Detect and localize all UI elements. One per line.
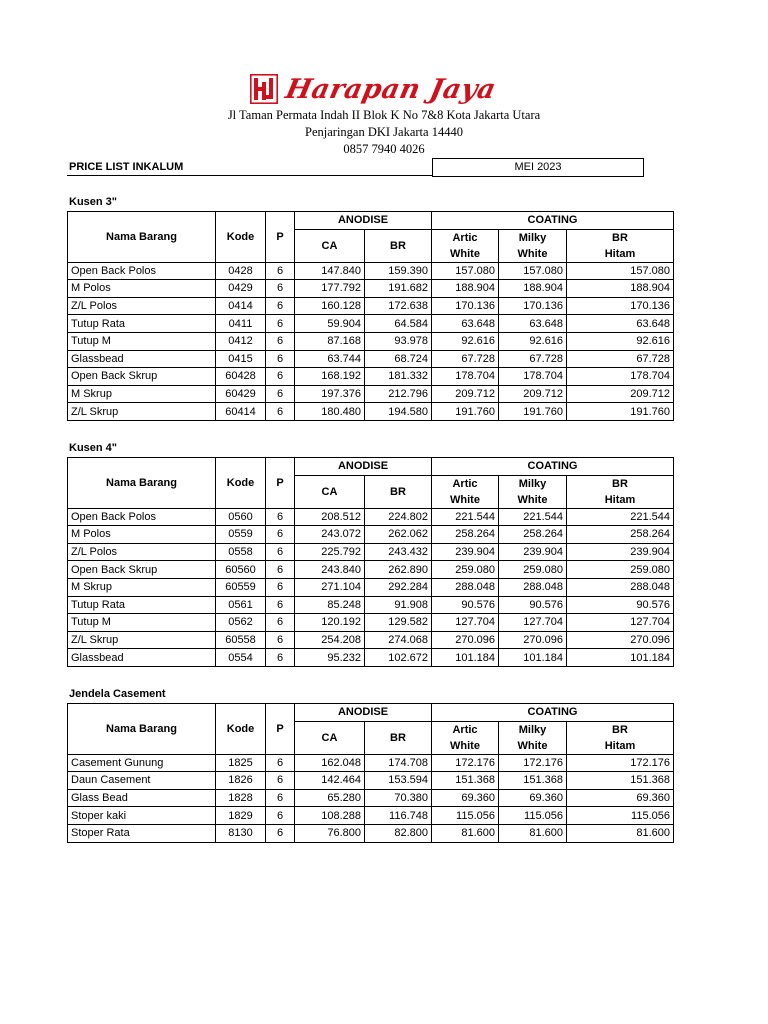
section-label-jendela-casement: Jendela Casement: [69, 688, 166, 700]
header-artic-white-text: Artic: [452, 477, 478, 490]
header-coating-text: COATING: [527, 214, 578, 227]
table-cell: 172.638: [365, 297, 432, 315]
table-cell: 157.080: [499, 262, 567, 280]
table-cell: 174.708: [365, 754, 432, 772]
table-cell: 274.068: [365, 631, 432, 649]
section-label-kusen-3: Kusen 3": [69, 196, 118, 208]
table-cell: 90.576: [432, 596, 499, 614]
header-anodise-text: ANODISE: [337, 214, 389, 227]
table-cell: 172.176: [499, 754, 567, 772]
table-cell: 67.728: [432, 350, 499, 368]
header-ca-text: CA: [321, 239, 338, 252]
table-cell: 157.080: [432, 262, 499, 280]
table-cell: 153.594: [365, 772, 432, 790]
table-cell: 208.512: [295, 508, 365, 526]
table-cell: 259.080: [499, 561, 567, 579]
table-cell: 60558: [216, 631, 266, 649]
table-row: [68, 824, 674, 842]
table-cell: 170.136: [432, 297, 499, 315]
header-coating-text: COATING: [527, 460, 578, 473]
table-cell: 81.600: [432, 824, 499, 842]
header-artic-white-text: White: [450, 493, 480, 506]
header-br-hitam-text: Hitam: [604, 493, 636, 506]
table-cell: 212.796: [365, 385, 432, 403]
table-cell: 221.544: [432, 508, 499, 526]
table-cell: 87.168: [295, 332, 365, 350]
table-cell: 60559: [216, 578, 266, 596]
table-cell: Open Back Skrup: [68, 368, 216, 386]
header-ca: [295, 475, 365, 508]
table-cell: 0558: [216, 543, 266, 561]
table-cell: 177.792: [295, 280, 365, 298]
table-cell: 258.264: [567, 526, 674, 544]
header-kode: [216, 704, 266, 755]
table-cell: 292.284: [365, 578, 432, 596]
table-cell: 188.904: [432, 280, 499, 298]
table-cell: 115.056: [499, 807, 567, 825]
header-artic-white: [432, 475, 499, 508]
header-milky-white: [499, 229, 567, 262]
table-cell: 0414: [216, 297, 266, 315]
table-cell: 59.904: [295, 315, 365, 333]
header-br-text: BR: [390, 485, 406, 498]
table-cell: Glass Bead: [68, 789, 216, 807]
table-cell: 85.248: [295, 596, 365, 614]
table-cell: 108.288: [295, 807, 365, 825]
table-cell: 0560: [216, 508, 266, 526]
table-cell: 178.704: [499, 368, 567, 386]
header-br-text: BR: [390, 239, 406, 252]
table-cell: 243.072: [295, 526, 365, 544]
header-p-text: P: [276, 722, 284, 735]
table-cell: 188.904: [567, 280, 674, 298]
table-row: [68, 789, 674, 807]
table-cell: 6: [266, 631, 295, 649]
table-cell: 271.104: [295, 578, 365, 596]
table-cell: 262.062: [365, 526, 432, 544]
table-cell: 90.576: [499, 596, 567, 614]
table-cell: 209.712: [567, 385, 674, 403]
header-coating: [432, 704, 674, 722]
table-cell: Open Back Polos: [68, 508, 216, 526]
table-cell: 6: [266, 262, 295, 280]
table-cell: 151.368: [567, 772, 674, 790]
table-cell: 127.704: [499, 614, 567, 632]
table-cell: 69.360: [499, 789, 567, 807]
table-cell: M Polos: [68, 280, 216, 298]
header-anodise-text: ANODISE: [337, 706, 389, 719]
table-cell: 239.904: [499, 543, 567, 561]
table-cell: 67.728: [499, 350, 567, 368]
table-cell: 92.616: [567, 332, 674, 350]
table-cell: 82.800: [365, 824, 432, 842]
header-br-hitam-text: BR: [612, 231, 628, 244]
table-cell: 1828: [216, 789, 266, 807]
table-cell: 159.390: [365, 262, 432, 280]
table-cell: 120.192: [295, 614, 365, 632]
table-row: [68, 614, 674, 632]
table-cell: Tutup Rata: [68, 315, 216, 333]
table-cell: 69.360: [567, 789, 674, 807]
table-row: [68, 350, 674, 368]
table-cell: 6: [266, 596, 295, 614]
table-cell: 239.904: [567, 543, 674, 561]
table-row: [68, 332, 674, 350]
table-cell: 60429: [216, 385, 266, 403]
table-cell: 115.056: [567, 807, 674, 825]
table-cell: 1825: [216, 754, 266, 772]
table-cell: 115.056: [432, 807, 499, 825]
table-cell: 197.376: [295, 385, 365, 403]
header-nama-barang-text: Nama Barang: [106, 722, 177, 735]
header-nama-barang: [68, 458, 216, 509]
table-cell: Z/L Skrup: [68, 631, 216, 649]
table-row: [68, 315, 674, 333]
table-row: [68, 543, 674, 561]
table-cell: 6: [266, 403, 295, 421]
header-nama-barang: [68, 212, 216, 263]
table-cell: 147.840: [295, 262, 365, 280]
table-cell: 270.096: [499, 631, 567, 649]
table-cell: 6: [266, 754, 295, 772]
table-row: [68, 262, 674, 280]
table-cell: 191.682: [365, 280, 432, 298]
table-cell: 93.978: [365, 332, 432, 350]
header-br-hitam: [567, 475, 674, 508]
table-cell: 0562: [216, 614, 266, 632]
table-cell: 81.600: [567, 824, 674, 842]
table-cell: 6: [266, 614, 295, 632]
table-cell: 60560: [216, 561, 266, 579]
header-coating: [432, 458, 674, 476]
header-kode: [216, 212, 266, 263]
header-coating: [432, 212, 674, 230]
table-cell: 6: [266, 315, 295, 333]
table-cell: 168.192: [295, 368, 365, 386]
table-cell: 60428: [216, 368, 266, 386]
table-cell: 101.184: [499, 649, 567, 667]
table-cell: 225.792: [295, 543, 365, 561]
header-milky-white-text: Milky: [518, 477, 547, 490]
table-cell: 172.176: [432, 754, 499, 772]
table-cell: 170.136: [567, 297, 674, 315]
header-milky-white: [499, 475, 567, 508]
table-cell: 63.744: [295, 350, 365, 368]
table-cell: 127.704: [567, 614, 674, 632]
table-cell: 258.264: [432, 526, 499, 544]
table-cell: 259.080: [432, 561, 499, 579]
header-kode: [216, 458, 266, 509]
brand-name: Harapan Jaya: [282, 73, 499, 105]
table-cell: Glassbead: [68, 649, 216, 667]
table-cell: 6: [266, 561, 295, 579]
header-ca: [295, 229, 365, 262]
table-cell: 127.704: [432, 614, 499, 632]
header-br-hitam-text: Hitam: [604, 247, 636, 260]
header-kode-text: Kode: [226, 476, 255, 489]
header-nama-barang-text: Nama Barang: [106, 230, 177, 243]
brand-logo: [250, 72, 499, 106]
table-cell: 0554: [216, 649, 266, 667]
table-cell: 243.840: [295, 561, 365, 579]
table-cell: 6: [266, 297, 295, 315]
address-line-2: Penjaringan DKI Jakarta 14440: [305, 125, 463, 139]
header-br-hitam-text: BR: [612, 477, 628, 490]
header-anodise-text: ANODISE: [337, 460, 389, 473]
table-cell: Daun Casement: [68, 772, 216, 790]
table-cell: 6: [266, 807, 295, 825]
table-cell: 63.648: [432, 315, 499, 333]
header-milky-white-text: White: [517, 247, 548, 260]
header-br: [365, 475, 432, 508]
table-cell: Z/L Polos: [68, 297, 216, 315]
table-cell: 63.648: [567, 315, 674, 333]
table-row: [68, 561, 674, 579]
table-cell: 0415: [216, 350, 266, 368]
table-cell: 270.096: [567, 631, 674, 649]
header-br-hitam-text: Hitam: [604, 739, 636, 752]
header-br-text: BR: [390, 731, 406, 744]
phone-number: 0857 7940 4026: [343, 142, 425, 156]
table-cell: 221.544: [567, 508, 674, 526]
header-artic-white: [432, 229, 499, 262]
table-cell: 151.368: [432, 772, 499, 790]
address-line-1: Jl Taman Permata Indah II Blok K No 7&8 Kota Jakarta Utara: [227, 108, 541, 122]
table-row: [68, 526, 674, 544]
header-milky-white-text: White: [517, 739, 548, 752]
table-cell: Stoper Rata: [68, 824, 216, 842]
table-cell: 209.712: [432, 385, 499, 403]
header-artic-white-text: Artic: [452, 231, 478, 244]
header-p-text: P: [276, 230, 284, 243]
table-cell: 6: [266, 526, 295, 544]
header-coating-text: COATING: [527, 706, 578, 719]
table-cell: 188.904: [499, 280, 567, 298]
table-cell: 65.280: [295, 789, 365, 807]
header-milky-white-text: White: [517, 493, 548, 506]
table-cell: 239.904: [432, 543, 499, 561]
table-cell: 160.128: [295, 297, 365, 315]
table-cell: 6: [266, 332, 295, 350]
table-cell: 67.728: [567, 350, 674, 368]
table-cell: 92.616: [499, 332, 567, 350]
header-anodise: [295, 212, 432, 230]
table-cell: 0559: [216, 526, 266, 544]
table-cell: M Skrup: [68, 385, 216, 403]
header-ca-text: CA: [321, 731, 338, 744]
table-cell: 60414: [216, 403, 266, 421]
table-cell: 1826: [216, 772, 266, 790]
table-cell: 172.176: [567, 754, 674, 772]
table-cell: 262.890: [365, 561, 432, 579]
table-cell: 6: [266, 772, 295, 790]
table-cell: 6: [266, 385, 295, 403]
table-cell: 102.672: [365, 649, 432, 667]
table-cell: Tutup M: [68, 332, 216, 350]
table-cell: M Polos: [68, 526, 216, 544]
table-cell: 180.480: [295, 403, 365, 421]
table-row: [68, 596, 674, 614]
table-cell: Tutup Rata: [68, 596, 216, 614]
table-cell: 254.208: [295, 631, 365, 649]
price-list-title: PRICE LIST INKALUM: [69, 161, 184, 173]
header-br: [365, 229, 432, 262]
table-cell: 6: [266, 578, 295, 596]
table-cell: Z/L Skrup: [68, 403, 216, 421]
table-cell: 178.704: [432, 368, 499, 386]
table-cell: 162.048: [295, 754, 365, 772]
header-br-hitam: [567, 721, 674, 754]
table-cell: 181.332: [365, 368, 432, 386]
header-p-text: P: [276, 476, 284, 489]
table-cell: 178.704: [567, 368, 674, 386]
table-cell: 270.096: [432, 631, 499, 649]
header-kode-text: Kode: [226, 722, 255, 735]
table-cell: 129.582: [365, 614, 432, 632]
table-cell: 6: [266, 543, 295, 561]
table-cell: 157.080: [567, 262, 674, 280]
table-cell: 64.584: [365, 315, 432, 333]
table-cell: 76.800: [295, 824, 365, 842]
table-cell: 101.184: [567, 649, 674, 667]
table-cell: 81.600: [499, 824, 567, 842]
header-br-hitam: [567, 229, 674, 262]
table-cell: Stoper kaki: [68, 807, 216, 825]
table-cell: 95.232: [295, 649, 365, 667]
table-cell: 69.360: [432, 789, 499, 807]
price-list-period: MEI 2023: [432, 158, 644, 177]
table-row: [68, 508, 674, 526]
table-cell: 1829: [216, 807, 266, 825]
table-cell: 6: [266, 649, 295, 667]
table-cell: Glassbead: [68, 350, 216, 368]
table-cell: 243.432: [365, 543, 432, 561]
table-row: [68, 385, 674, 403]
header-nama-barang: [68, 704, 216, 755]
header-milky-white-text: Milky: [518, 723, 547, 736]
table-cell: 258.264: [499, 526, 567, 544]
price-table-kusen-4: [67, 457, 674, 667]
table-cell: 6: [266, 280, 295, 298]
table-cell: 6: [266, 368, 295, 386]
table-cell: 90.576: [567, 596, 674, 614]
table-cell: 63.648: [499, 315, 567, 333]
table-cell: 101.184: [432, 649, 499, 667]
header-artic-white-text: White: [450, 739, 480, 752]
table-cell: 288.048: [499, 578, 567, 596]
table-cell: 194.580: [365, 403, 432, 421]
table-cell: 209.712: [499, 385, 567, 403]
table-cell: Open Back Polos: [68, 262, 216, 280]
table-row: [68, 631, 674, 649]
title-underline: [67, 175, 433, 176]
table-cell: 70.380: [365, 789, 432, 807]
table-cell: 6: [266, 350, 295, 368]
table-row: [68, 297, 674, 315]
table-row: [68, 807, 674, 825]
table-cell: 170.136: [499, 297, 567, 315]
table-cell: 116.748: [365, 807, 432, 825]
table-cell: 6: [266, 824, 295, 842]
table-cell: Z/L Polos: [68, 543, 216, 561]
table-cell: 224.802: [365, 508, 432, 526]
header-br-hitam-text: BR: [612, 723, 628, 736]
header-br: [365, 721, 432, 754]
table-row: [68, 280, 674, 298]
header-p: [266, 458, 295, 509]
header-ca: [295, 721, 365, 754]
table-cell: Tutup M: [68, 614, 216, 632]
section-label-kusen-4: Kusen 4": [69, 442, 118, 454]
table-cell: 151.368: [499, 772, 567, 790]
table-cell: 0412: [216, 332, 266, 350]
header-ca-text: CA: [321, 485, 338, 498]
table-cell: Open Back Skrup: [68, 561, 216, 579]
table-row: [68, 403, 674, 421]
header-p: [266, 212, 295, 263]
table-cell: 191.760: [432, 403, 499, 421]
table-cell: 221.544: [499, 508, 567, 526]
header-anodise: [295, 704, 432, 722]
table-cell: 68.724: [365, 350, 432, 368]
brand-mark-icon: [250, 74, 278, 104]
header-milky-white-text: Milky: [518, 231, 547, 244]
table-cell: 6: [266, 789, 295, 807]
header-kode-text: Kode: [226, 230, 255, 243]
table-cell: 91.908: [365, 596, 432, 614]
table-cell: 259.080: [567, 561, 674, 579]
table-cell: 8130: [216, 824, 266, 842]
table-row: [68, 649, 674, 667]
header-milky-white: [499, 721, 567, 754]
table-cell: 0561: [216, 596, 266, 614]
table-cell: 0429: [216, 280, 266, 298]
header-p: [266, 704, 295, 755]
table-cell: 142.464: [295, 772, 365, 790]
header-anodise: [295, 458, 432, 476]
table-row: [68, 578, 674, 596]
table-cell: 288.048: [432, 578, 499, 596]
table-cell: M Skrup: [68, 578, 216, 596]
table-row: [68, 368, 674, 386]
table-cell: Casement Gunung: [68, 754, 216, 772]
header-artic-white: [432, 721, 499, 754]
table-row: [68, 754, 674, 772]
table-cell: 191.760: [499, 403, 567, 421]
price-table-kusen-3: [67, 211, 674, 421]
header-artic-white-text: White: [450, 247, 480, 260]
header-artic-white-text: Artic: [452, 723, 478, 736]
table-cell: 92.616: [432, 332, 499, 350]
table-cell: 0428: [216, 262, 266, 280]
table-cell: 191.760: [567, 403, 674, 421]
table-cell: 288.048: [567, 578, 674, 596]
header-nama-barang-text: Nama Barang: [106, 476, 177, 489]
table-cell: 6: [266, 508, 295, 526]
table-row: [68, 772, 674, 790]
price-table-jendela-casement: [67, 703, 674, 843]
table-cell: 0411: [216, 315, 266, 333]
